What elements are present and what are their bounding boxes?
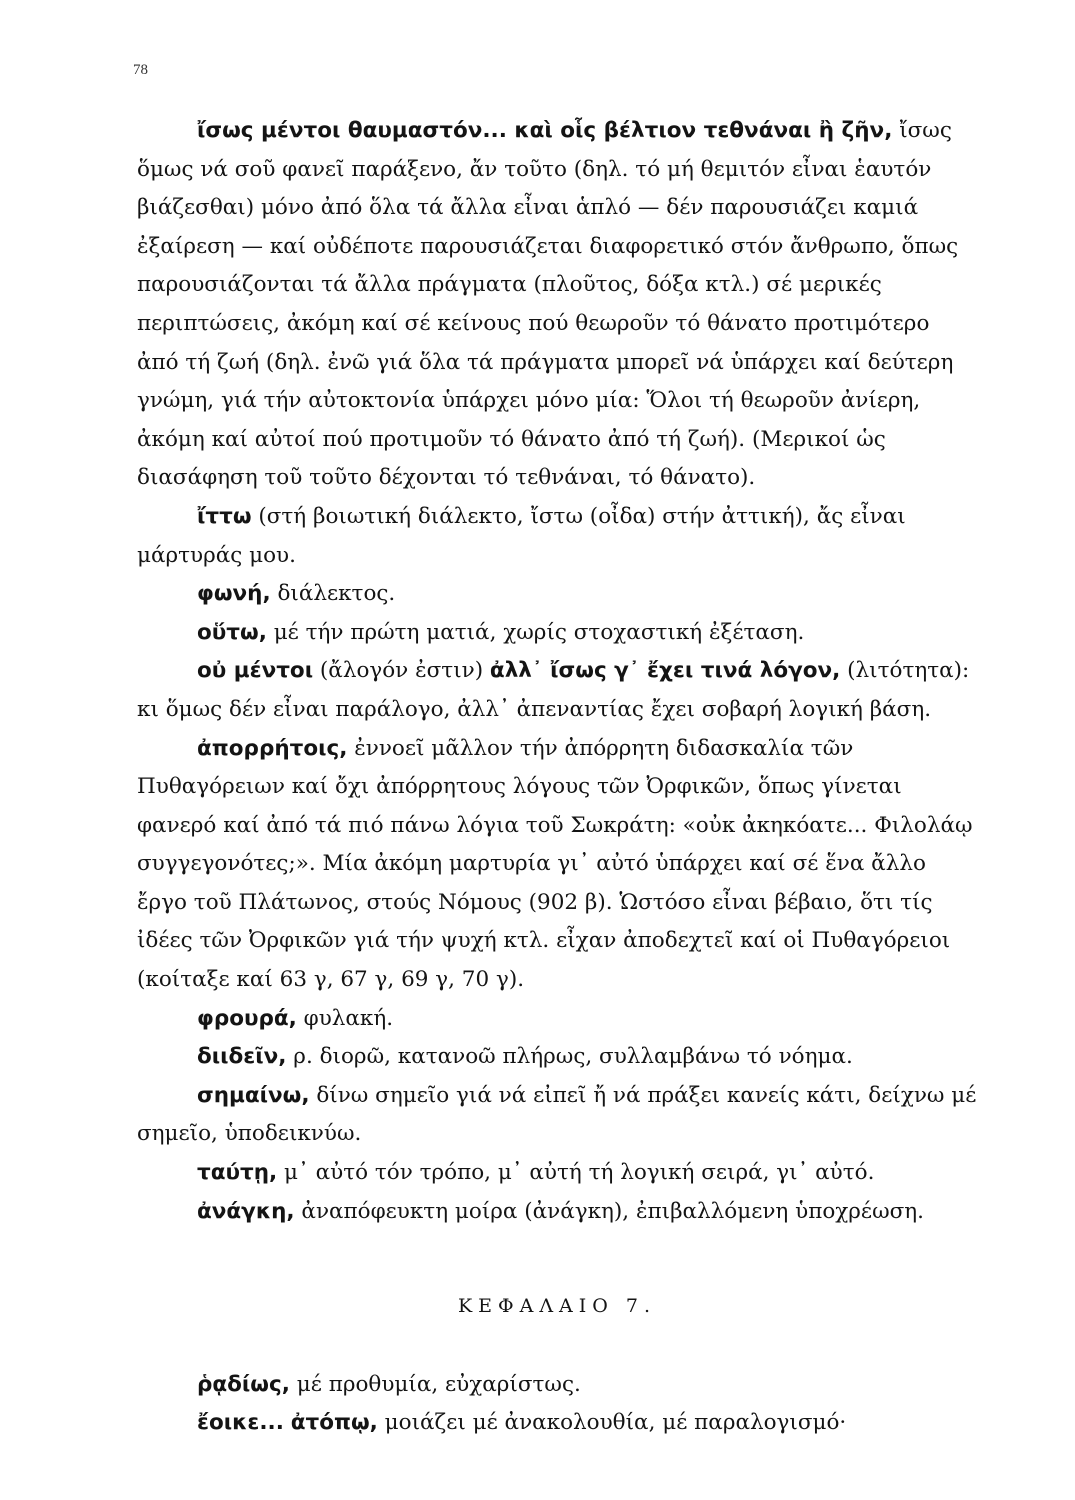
headword-secondary: ἀτόπῳ, xyxy=(290,1410,378,1436)
body-text xyxy=(137,112,977,1443)
definition: μ᾿ αὐτό τόν τρόπο, μ᾿ αὐτή τή λογική σειρά, γι᾿ αὐτό. xyxy=(277,1160,875,1186)
definition-secondary: μοιάζει μέ ἀνακολουθία, μέ παραλογισμό· xyxy=(377,1410,847,1436)
definition-secondary: (λιτότητα): κι ὅμως δέν εἶναι παράλογο, ἀλλ᾿ ἀπεναντίας ἔχει σοβαρή λογική βάση. xyxy=(137,658,970,722)
headword: φωνή, xyxy=(197,581,271,607)
entry-rhadios xyxy=(137,1366,977,1405)
entry-diidein xyxy=(137,1038,977,1077)
definition: (στή βοιωτική διάλεκτο, ἴστω (οἶδα) στήν ἀττική), ἄς εἶναι μάρτυράς μου. xyxy=(137,503,906,568)
headword: διιδεῖν, xyxy=(197,1044,287,1070)
definition: ἐννοεῖ μᾶλλον τήν ἀπόρρητη διδασκαλία τῶν Πυθαγόρειων καί ὄχι ἀπόρρητους λόγους τῶν Ὀρφικῶν, ὅπως γίνεται φανερό καί ἀπό τά πιό πάνω λόγια τοῦ Σωκράτη: «οὐκ ἀκηκόατε... Φιλολάῳ συγγεγονότες;». Μία ἀκόμη μαρτυρία γι᾿ αὐτό ὑπάρχει καί σέ ἕνα ἄλλο ἔργο τοῦ Πλάτωνος, στούς Νόμους (902 β). Ὡστόσο εἶναι βέβαιο, ὅτι τίς ἰδέες τῶν Ὀρφικῶν γιά τήν ψυχή κτλ. εἶχαν ἀποδεχτεῖ καί οἱ Πυθαγόρειοι (κοίταξε καί 63 γ, 67 γ, 69 γ, 70 γ). xyxy=(137,735,973,993)
headword: ῥᾳδίως, xyxy=(197,1371,290,1397)
page-number: 78 xyxy=(133,62,148,78)
headword: φρουρά, xyxy=(197,1005,297,1031)
headword: σημαίνω, xyxy=(197,1082,310,1108)
definition: διάλεκτος. xyxy=(270,581,396,607)
definition: δίνω σημεῖο γιά νά εἰπεῖ ἤ νά πράξει κανείς κάτι, δείχνω μέ σημεῖο, ὑποδεικνύω. xyxy=(137,1082,977,1147)
definition xyxy=(284,1410,291,1435)
definition: (ἄλογόν ἐστιν) xyxy=(313,658,490,684)
headword: ἴσως μέντοι θαυμαστόν... καὶ οἷς βέλτιον τεθνάναι ἢ ζῆν, xyxy=(197,118,893,143)
headword-secondary: ἀλλ᾿ ἴσως γ᾿ ἔχει τινά λόγον, xyxy=(489,658,841,684)
entry-semaino xyxy=(137,1077,977,1154)
headword: ταύτῃ, xyxy=(197,1160,278,1186)
entry-taute xyxy=(137,1154,977,1193)
definition: μέ τήν πρώτη ματιά, χωρίς στοχαστική ἐξέταση. xyxy=(266,619,805,645)
headword: ἀνάγκη, xyxy=(197,1198,295,1224)
headword: ἴττω xyxy=(197,503,252,529)
headword: οὐ μέντοι xyxy=(197,658,314,684)
entry-eoike xyxy=(137,1404,977,1443)
entry-ou-mentoi xyxy=(137,652,977,729)
entry-phone xyxy=(137,575,977,614)
chapter-heading: ΚΕΦΑΛΑΙΟ 7. xyxy=(457,1295,657,1318)
entry-ananke xyxy=(137,1193,977,1232)
headword: οὕτω, xyxy=(197,619,267,645)
definition: ρ. διορῶ, κατανοῶ πλήρως, συλλαμβάνω τό νόημα. xyxy=(286,1044,853,1070)
entry-isos-mentoi xyxy=(137,112,977,498)
entry-phroura xyxy=(137,1000,977,1039)
definition: ἀναπόφευκτη μοίρα (ἀνάγκη), ἐπιβαλλόμενη ὑποχρέωση. xyxy=(294,1198,924,1224)
headword: ἔοικε... xyxy=(197,1410,284,1436)
definition: μέ προθυμία, εὐχαρίστως. xyxy=(289,1371,581,1397)
entry-houto xyxy=(137,614,977,653)
entry-aporretois xyxy=(137,730,977,1000)
headword: ἀπορρήτοις, xyxy=(197,735,348,761)
definition: ἴσως ὅμως νά σοῦ φανεῖ παράξενο, ἄν τοῦτο (δηλ. τό μή θεμιτόν εἶναι ἑαυτόν βιάζεσθαι) μόνο ἀπό ὅλα τά ἄλλα εἶναι ἁπλό — δέν παρουσιάζει καμιά ἐξαίρεση — καί οὐδέποτε παρουσιάζεται διαφορετικό στόν ἄνθρωπο, ὅπως παρουσιάζονται τά ἄλλα πράγματα (πλοῦτος, δόξα κτλ.) σέ μερικές περιπτώσεις, ἀκόμη καί σέ κείνους πού θεωροῦν τό θάνατο προτιμότερο ἀπό τή ζωή (δηλ. ἐνῶ γιά ὅλα τά πράγματα μπορεῖ νά ὑπάρχει καί δεύτερη γνώμη, γιά τήν αὐτοκτονία ὑπάρχει μόνο μία: Ὅλοι τή θεωροῦν ἀνίερη, ἀκόμη καί αὐτοί πού προτιμοῦν τό θάνατο ἀπό τή ζωή). (Μερικοί ὡς διασάφηση τοῦ τοῦτο δέχονται τό τεθνάναι, τό θάνατο). xyxy=(137,118,959,491)
entry-itto xyxy=(137,498,977,575)
definition: φυλακή. xyxy=(296,1005,394,1031)
